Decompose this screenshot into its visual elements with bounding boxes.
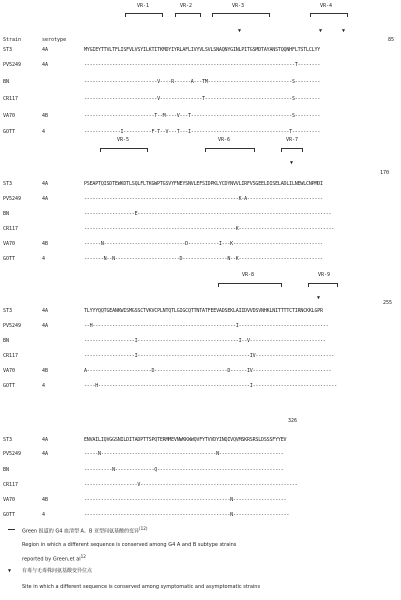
region-label-vr9: VR-9	[318, 272, 331, 278]
serotype-value: 4	[42, 512, 46, 518]
region-bracket-vr9	[308, 283, 338, 286]
strain-name: ST3	[3, 437, 13, 443]
strain-name: GOTT	[3, 383, 16, 389]
sequence-row: ------------------I------------------------------------I--V---------------------------	[84, 338, 326, 344]
sequence-row: -------------I----------F-T--V---T---I-----------------------------------T----------	[84, 129, 321, 135]
sequence-row: ------------------------------------------------------K----------------------------------	[84, 226, 335, 232]
strain-name: CR117	[3, 353, 19, 359]
region-bracket-vr8	[218, 283, 282, 286]
strain-name: VA70	[3, 113, 16, 119]
strain-name: ST3	[3, 308, 13, 314]
region-label-vr3: VR-3	[232, 3, 245, 9]
sequence-row: -------------------------T--M----V---T------------------------------------S---------	[84, 113, 321, 119]
sequence-row: TLYYYQQTGEANKWISMGSSCTVKVCPLNTQTLGIGCQTTNTATFEEVADSEKLAIIDVVDSVNHKLNITTTTCTIRNCKKLGPR	[84, 308, 323, 314]
dash-line-icon	[8, 529, 15, 530]
serotype-value: 4B	[42, 497, 49, 503]
serotype-value: 4B	[42, 113, 49, 119]
strain-name: GOTT	[3, 256, 16, 262]
down-triangle-icon: ▼	[8, 568, 12, 574]
region-label-vr2: VR-2	[180, 3, 193, 9]
strain-column-header: Strain	[3, 37, 22, 43]
region-label-vr8: VR-8	[242, 272, 255, 278]
strain-name: CR117	[3, 96, 19, 102]
serotype-value: 4A	[42, 437, 49, 443]
strain-name: BN	[3, 211, 10, 217]
region-bracket-vr2	[175, 13, 201, 16]
strain-name: BN	[3, 467, 10, 473]
serotype-value: 4A	[42, 47, 49, 53]
strain-name: VA70	[3, 497, 16, 503]
region-bracket-vr5	[100, 148, 148, 151]
region-bracket-vr3	[212, 13, 270, 16]
region-label-vr1: VR-1	[137, 3, 150, 9]
serotype-value: 4A	[42, 181, 49, 187]
sequence-row: MYGIEYTTVLTFLISFVLVSYILKTITKMDYIYRLAFLIVYVLSVLSNAQNYGINLPITGSMDTAYANSTQQNHFLTSTLCLYY	[84, 47, 321, 53]
sequence-row: --H---------------------------------------------------I--------------------------------	[84, 323, 329, 329]
legend-site-cn: 有毒与无毒株间氨基酸变异位点	[22, 568, 93, 574]
strain-name: GOTT	[3, 512, 16, 518]
serotype-value: 4	[42, 256, 46, 262]
sequence-row: PSEAPTQISDTEWKDTLSQLFLTKGWPTGSVYFNEYSNVLEFSIDPKLYCDYNVVLIRFVSGEELDISELADLILNEWLCNPMDI	[84, 181, 323, 187]
serotype-value: 4A	[42, 62, 49, 68]
region-label-vr6: VR-6	[218, 137, 231, 143]
sequence-end-position: 170	[380, 170, 390, 176]
down-triangle-icon: ▼	[290, 160, 294, 166]
sequence-end-position: 85	[388, 37, 395, 43]
region-bracket-vr4	[310, 13, 348, 16]
serotype-value: 4	[42, 129, 46, 135]
sequence-row: ----------N--------------Q---------------------------------------------	[84, 467, 284, 473]
sequence-row: ----H------------------------------------------------------I------------------------------	[84, 383, 337, 389]
strain-name: BN	[3, 338, 10, 344]
strain-name: PV5249	[3, 62, 22, 68]
sequence-row: ---------------------------------------------------------------------------T--------	[84, 62, 321, 68]
strain-name: ST3	[3, 47, 13, 53]
serotype-value: 4	[42, 383, 46, 389]
legend-site-en: Site in which a different sequence is conserved among symptomatic and asymptomatic strains	[22, 584, 261, 590]
sequence-row: A-----------------------D--------------------------D------IV----------------------------	[84, 368, 332, 374]
sequence-row: --------------------------V---------------T-------------------------------S---------	[84, 96, 321, 102]
serotype-column-header: serotype	[42, 37, 67, 43]
legend-region-cn: Green 报道的 G4 血清型 A、B 亚型间氨基酸的变异$^{(12)}$	[22, 526, 148, 535]
serotype-value: 4A	[42, 323, 49, 329]
serotype-value: 4B	[42, 241, 49, 247]
strain-name: PV5249	[3, 451, 22, 457]
strain-name: BN	[3, 79, 10, 85]
strain-name: VA70	[3, 368, 16, 374]
sequence-row: ----------------------------------------------------N-------------------	[84, 497, 287, 503]
sequence-end-position: 255	[383, 300, 393, 306]
sequence-row: -----N-----------------------------------------N-----------------------	[84, 451, 284, 457]
sequence-row: -------N--N-----------------------D----------------N--K------------------------------	[84, 256, 323, 262]
down-triangle-icon: ▼	[342, 28, 346, 34]
strain-name: ST3	[3, 181, 13, 187]
down-triangle-icon: ▼	[238, 28, 242, 34]
sequence-row: -------------------V--------------------------------------------------------	[84, 482, 298, 488]
sequence-row: --------------------------V----R------A---TM------------------------------S---------	[84, 79, 321, 85]
region-bracket-vr6	[205, 148, 255, 151]
sequence-row: ENVAILIQVGGSNILDITADPTTSPQTERMMEVNWKKWWQVFYTVVDYINQIVQVMSKRSRSLDSSSFYYEV	[84, 437, 287, 443]
down-triangle-icon: ▼	[317, 295, 321, 301]
down-triangle-icon: ▼	[319, 28, 323, 34]
sequence-row: ------------------E---------------------------------------------------------------------	[84, 211, 332, 217]
region-label-vr5: VR-5	[117, 137, 130, 143]
serotype-value: 4A	[42, 308, 49, 314]
strain-name: GOTT	[3, 129, 16, 135]
strain-name: VA70	[3, 241, 16, 247]
legend-region-en: Region in which a different sequence is conserved among G4 A and B subtype strains	[22, 542, 237, 548]
sequence-row: ------------------I----------------------------------------IV----------------------------	[84, 353, 335, 359]
serotype-value: 4A	[42, 196, 49, 202]
sequence-end-position: 326	[288, 418, 298, 424]
strain-name: CR117	[3, 482, 19, 488]
strain-name: PV5249	[3, 196, 22, 202]
strain-name: PV5249	[3, 323, 22, 329]
region-label-vr4: VR-4	[320, 3, 333, 9]
region-bracket-vr7	[281, 148, 303, 151]
sequence-row: ------N-----------------------------D-----------I---K--------------------------------	[84, 241, 323, 247]
serotype-value: 4B	[42, 368, 49, 374]
strain-name: CR117	[3, 226, 19, 232]
sequence-row: -------------------------------------------------------K-A---------------------------	[84, 196, 323, 202]
serotype-value: 4A	[42, 451, 49, 457]
legend-region-en-2: reported by Green,et $al^{12}$	[22, 554, 86, 563]
region-label-vr7: VR-7	[286, 137, 299, 143]
region-bracket-vr1	[125, 13, 163, 16]
sequence-row: ----------------------------------------------------N--------------------	[84, 512, 290, 518]
